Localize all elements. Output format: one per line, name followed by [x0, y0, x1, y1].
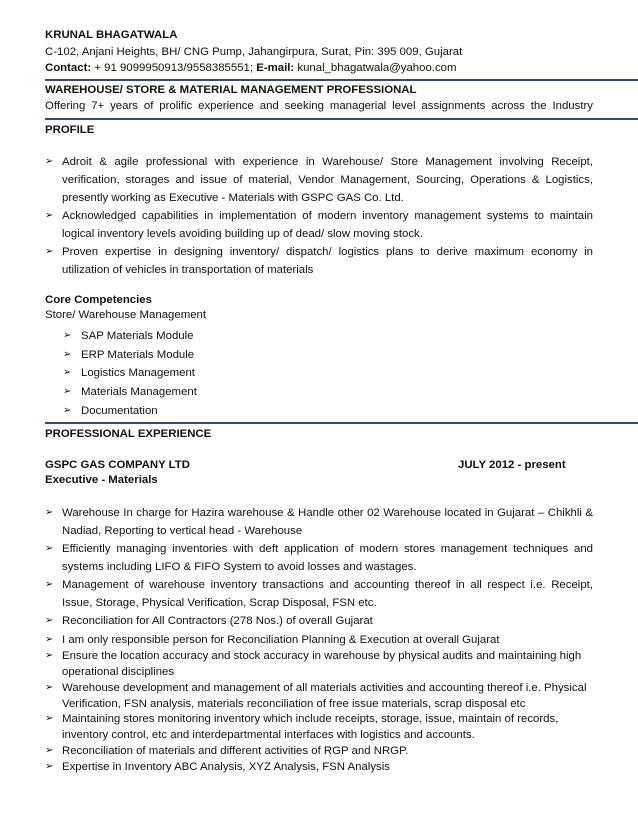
bullet-arrow-icon: ➢ [63, 349, 72, 360]
experience-item-text: Warehouse development and management of all materials activities and accounting thereof i.e. Physical Verification, FSN analysis, materials reconciliation of free issue materials, scrap disposal etc [62, 682, 587, 710]
bullet-arrow-icon: ➢ [63, 367, 72, 378]
bullet-arrow-icon: ➢ [45, 713, 54, 724]
profile-item [45, 243, 593, 279]
address-line: C-102, Anjani Heights, BH/ CNG Pump, Jahangirpura, Surat, Pin: 395 009, Gujarat [45, 46, 463, 58]
experience-item [45, 743, 593, 759]
profile-item-text: Acknowledged capabilities in implementation of modern inventory management systems to maintain logical inventory levels avoiding building up of dead/ slow moving stock. [62, 210, 593, 240]
competency-item-text: SAP Materials Module [81, 330, 194, 342]
competencies-subtitle: Store/ Warehouse Management [45, 309, 207, 321]
competency-item [63, 346, 194, 364]
experience-item-text: Management of warehouse inventory transactions and accounting thereof in all respect i.e. Receipt, Issue, Storage, Physical Verification, Scrap Disposal, FSN etc. [62, 579, 593, 609]
bullet-arrow-icon: ➢ [45, 761, 54, 772]
competency-item-text: Documentation [81, 405, 158, 417]
bullet-arrow-icon: ➢ [45, 634, 54, 645]
bullet-arrow-icon: ➢ [45, 210, 54, 221]
bullet-arrow-icon: ➢ [45, 682, 54, 693]
competency-item [63, 383, 197, 401]
bullet-arrow-icon: ➢ [45, 615, 54, 626]
company-name: GSPC GAS COMPANY LTD [45, 459, 190, 471]
experience-item [45, 504, 593, 540]
section-rule [45, 79, 638, 81]
bullet-arrow-icon: ➢ [45, 543, 54, 554]
employment-period: JULY 2012 - present [458, 459, 566, 471]
competency-item [63, 327, 193, 345]
competency-item-text: ERP Materials Module [81, 349, 195, 361]
objective-title: WAREHOUSE/ STORE & MATERIAL MANAGEMENT PROFESSIONAL [45, 84, 417, 96]
experience-title: PROFESSIONAL EXPERIENCE [45, 428, 212, 440]
profile-item-text: Proven expertise in designing inventory/ dispatch/ logistics plans to derive maximum economy in utilization of vehicles in transportation of materials [62, 246, 593, 276]
competency-item-text: Materials Management [81, 386, 197, 398]
bullet-arrow-icon: ➢ [45, 745, 54, 756]
experience-item-text: I am only responsible person for Reconciliation Planning & Execution at overall Gujarat [62, 634, 500, 646]
objective-text: Offering 7+ years of prolific experience and seeking managerial level assignments across the Industry [45, 100, 593, 112]
competency-item [63, 364, 195, 382]
experience-item [45, 759, 593, 775]
bullet-arrow-icon: ➢ [45, 579, 54, 590]
competency-item-text: Logistics Management [81, 367, 195, 379]
experience-item-text: Reconciliation for All Contractors (278 Nos.) of overall Gujarat [62, 615, 373, 627]
bullet-arrow-icon: ➢ [63, 386, 72, 397]
competency-item [63, 402, 158, 420]
experience-item-text: Reconciliation of materials and different activities of RGP and NRGP. [62, 745, 409, 757]
experience-item [45, 612, 593, 630]
profile-item-text: Adroit & agile professional with experience in Warehouse/ Store Management involving Receipt, verification, storages and issue of material, Vendor Management, Sourcing, Operations & Logistics, presently working as Executive - Materials with GSPC GAS Co. Ltd. [62, 156, 593, 204]
experience-item-text: Expertise in Inventory ABC Analysis, XYZ Analysis, FSN Analysis [62, 761, 390, 773]
bullet-arrow-icon: ➢ [63, 330, 72, 341]
candidate-name: KRUNAL BHAGATWALA [45, 29, 178, 41]
experience-item-text: Maintaining stores monitoring inventory which include receipts, storage, issue, maintain of records, inventory control, etc and interdepartmental interfaces with logistics and accounts. [62, 713, 559, 741]
experience-item [45, 632, 593, 648]
section-rule [45, 422, 638, 424]
profile-title: PROFILE [45, 124, 95, 136]
competencies-title: Core Competencies [45, 294, 152, 306]
email-value[interactable]: kunal_bhagatwala@yahoo.com [294, 62, 457, 74]
bullet-arrow-icon: ➢ [45, 650, 54, 661]
experience-item [45, 648, 593, 680]
experience-item [45, 576, 593, 612]
experience-item [45, 680, 593, 712]
experience-item-text: Ensure the location accuracy and stock accuracy in warehouse by physical audits and maintaining high operational disciplines [62, 650, 582, 678]
experience-item-text: Warehouse In charge for Hazira warehouse & Handle other 02 Warehouse located in Gujarat – Chikhli & Nadiad, Reporting to vertical head - Warehouse [62, 507, 593, 537]
bullet-arrow-icon: ➢ [63, 405, 72, 416]
bullet-arrow-icon: ➢ [45, 156, 54, 167]
section-rule [45, 118, 638, 120]
contact-label: Contact: [45, 62, 92, 74]
email-label: E-mail: [256, 62, 295, 74]
job-role: Executive - Materials [45, 474, 158, 486]
experience-item [45, 711, 593, 743]
profile-item [45, 153, 593, 207]
bullet-arrow-icon: ➢ [45, 507, 54, 518]
contact-value: + 91 9099950913/9558385551; [91, 62, 257, 74]
bullet-arrow-icon: ➢ [45, 246, 54, 257]
experience-item [45, 540, 593, 576]
contact-line [45, 62, 456, 74]
experience-item-text: Efficiently managing inventories with deft application of modern stores management techniques and systems including LIFO & FIFO System to avoid losses and wastages. [62, 543, 593, 573]
profile-item [45, 207, 593, 243]
